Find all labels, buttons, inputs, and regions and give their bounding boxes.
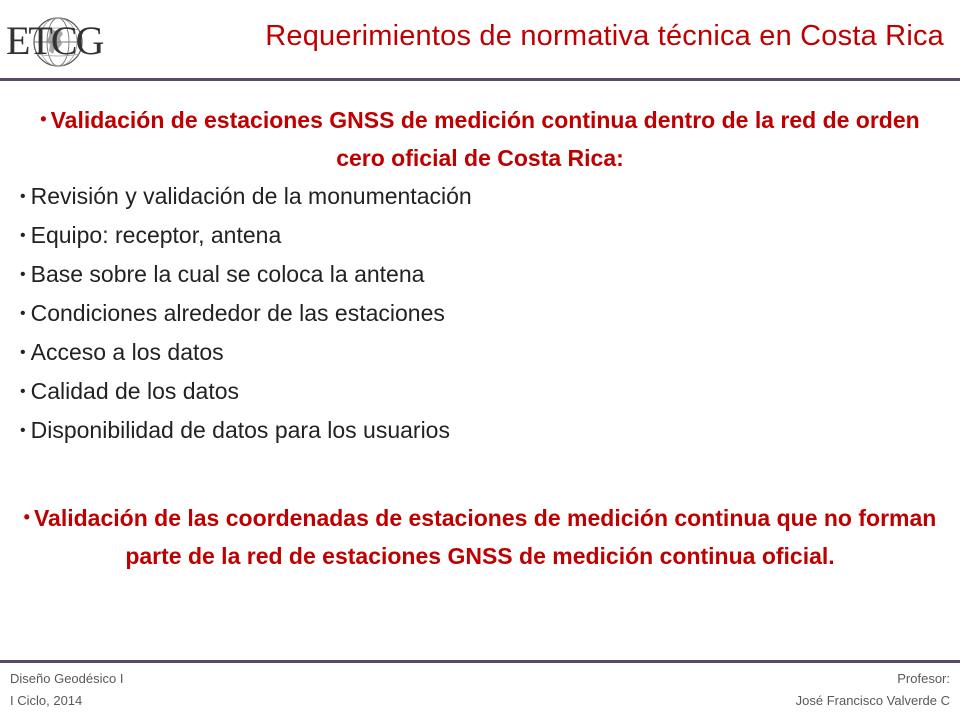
footer-term: I Ciclo, 2014	[10, 693, 83, 708]
list-item-text: Revisión y validación de la monumentación	[30, 183, 472, 209]
bullet-icon: •	[20, 422, 26, 439]
requirements-list	[20, 177, 940, 450]
highlight-coordinates-validation-text: Validación de las coordenadas de estaciones de medición continua que no forman parte de la red de estaciones GNSS de medición continua oficial.	[33, 505, 937, 569]
list-item-text: Acceso a los datos	[30, 339, 224, 365]
footer-professor-name: José Francisco Valverde C	[795, 693, 950, 708]
bullet-icon: •	[20, 227, 26, 244]
list-item-text: Base sobre la cual se coloca la antena	[30, 261, 425, 287]
bullet-icon: •	[20, 305, 26, 322]
bullet-icon: •	[23, 507, 30, 527]
etcg-logo	[4, 6, 122, 74]
bullet-icon: •	[20, 188, 26, 205]
list-item	[20, 294, 940, 333]
footer-divider	[0, 660, 960, 663]
highlight-coordinates-validation	[20, 498, 940, 575]
list-item	[20, 333, 940, 372]
highlight-gnss-validation	[20, 100, 940, 177]
bullet-icon: •	[40, 109, 47, 129]
bullet-icon: •	[20, 383, 26, 400]
list-item-text: Condiciones alrededor de las estaciones	[30, 300, 445, 326]
list-item	[20, 372, 940, 411]
header-divider	[0, 78, 960, 81]
list-item	[20, 411, 940, 450]
list-item	[20, 216, 940, 255]
list-item-text: Calidad de los datos	[30, 378, 240, 404]
list-item	[20, 177, 940, 216]
slide-content	[20, 100, 940, 575]
highlight-gnss-validation-text: Validación de estaciones GNSS de medición continua dentro de la red de orden cero oficial de Costa Rica:	[50, 107, 920, 171]
footer-professor-info	[796, 668, 950, 712]
footer-course-info	[10, 668, 123, 712]
list-item-text: Disponibilidad de datos para los usuarios	[30, 417, 450, 443]
list-item	[20, 255, 940, 294]
footer-course: Diseño Geodésico I	[10, 671, 124, 686]
list-item-text: Equipo: receptor, antena	[30, 222, 282, 248]
slide-title: Requerimientos de normativa técnica en Costa Rica	[265, 20, 944, 52]
logo-text: ETCG	[6, 18, 103, 63]
bullet-icon: •	[20, 344, 26, 361]
bullet-icon: •	[20, 266, 26, 283]
footer-professor-label: Profesor:	[897, 671, 950, 686]
